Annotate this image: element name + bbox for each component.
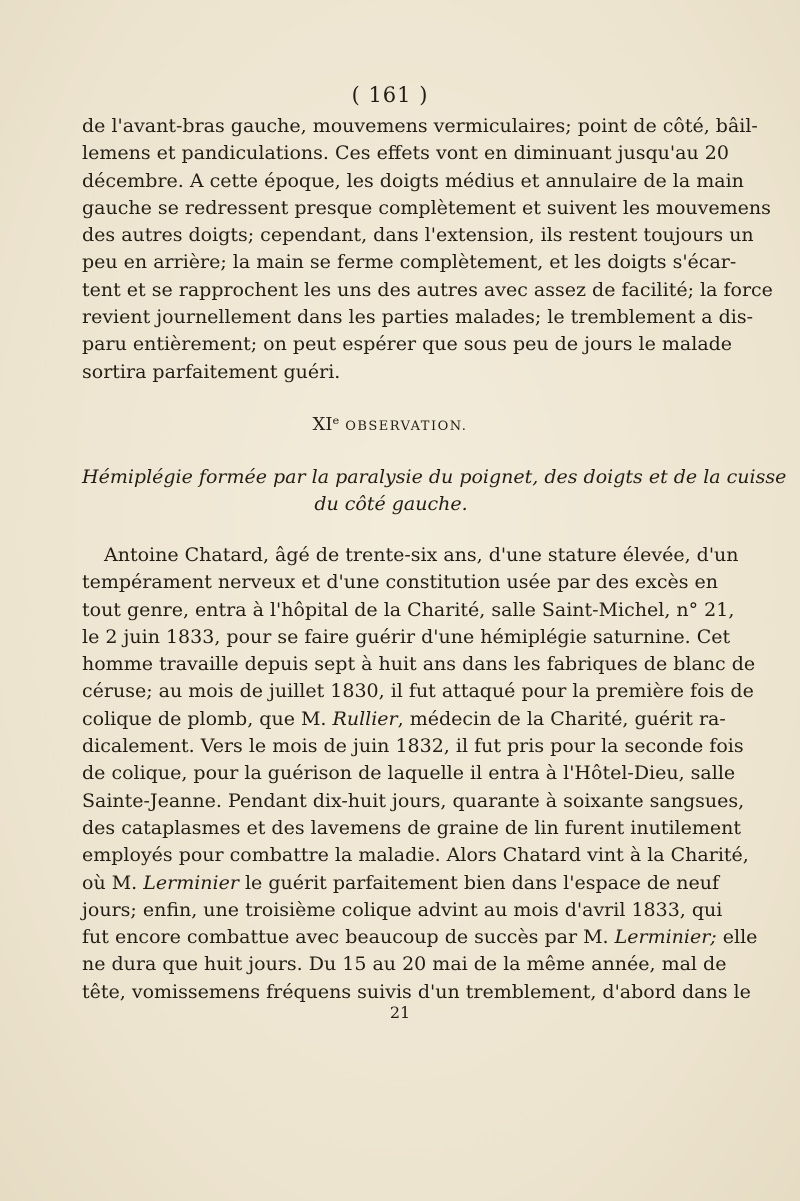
text-line: le 2 juin 1833, pour se faire guérir d'une hémiplégie saturnine. Cet bbox=[82, 625, 731, 648]
text-line: céruse; au mois de juillet 1830, il fut attaqué pour la première fois de bbox=[82, 680, 754, 703]
text-line: sortira parfaitement guéri. bbox=[82, 360, 341, 383]
text-segment: où M. bbox=[82, 871, 144, 894]
text-line: revient journellement dans les parties malades; le tremblement a dis- bbox=[82, 306, 754, 329]
observation-label: OBSERVATION. bbox=[345, 419, 468, 434]
text-line: ne dura que huit jours. Du 15 au 20 mai de la même année, mal de bbox=[82, 953, 727, 976]
text-line: gauche se redressent presque complètement et suivent les mouvemens bbox=[82, 196, 771, 219]
text-line: Antoine Chatard, âgé de trente-six ans, d'une stature élevée, d'un bbox=[104, 544, 739, 566]
text-line bbox=[82, 924, 758, 951]
text-segment: , médecin de la Charité, guérit ra- bbox=[397, 707, 726, 730]
physician-name: Lerminier bbox=[143, 871, 239, 894]
section-heading bbox=[0, 414, 780, 435]
text-line bbox=[82, 870, 720, 897]
case-narrative bbox=[82, 542, 758, 1006]
signature-mark: 21 bbox=[389, 1003, 411, 1022]
text-line: décembre. A cette époque, les doigts médius et annulaire de la main bbox=[82, 169, 744, 192]
text-line: des autres doigts; cependant, dans l'extension, ils restent toujours un bbox=[82, 224, 754, 247]
text-line: jours; enfin, une troisième colique advint au mois d'avril 1833, qui bbox=[82, 898, 723, 921]
case-title-line: Hémiplégie formée par la paralysie du poignet, des doigts et de la cuisse bbox=[82, 466, 787, 488]
text-segment: fut encore combattue avec beaucoup de succès par M. bbox=[82, 926, 615, 949]
text-line: Sainte-Jeanne. Pendant dix-huit jours, quarante à soixante sangsues, bbox=[82, 789, 745, 812]
text-line: employés pour combattre la maladie. Alors Chatard vint à la Charité, bbox=[82, 844, 749, 867]
text-line: tout genre, entra à l'hôpital de la Charité, salle Saint-Michel, n° 21, bbox=[82, 598, 735, 621]
page-number: ( 161 ) bbox=[351, 83, 429, 107]
text-line: homme travaille depuis sept à huit ans dans les fabriques de blanc de bbox=[82, 653, 756, 676]
text-segment: colique de plomb, que M. bbox=[82, 707, 333, 730]
text-line: tempérament nerveux et d'une constitution usée par des excès en bbox=[82, 571, 718, 594]
text-line: lemens et pandiculations. Ces effets vont en diminuant jusqu'au 20 bbox=[82, 142, 729, 165]
paragraph-continuation bbox=[82, 113, 773, 386]
text-segment: elle bbox=[716, 926, 758, 949]
text-line: paru entièrement; on peut espérer que sous peu de jours le malade bbox=[82, 333, 733, 356]
paragraph bbox=[82, 113, 773, 386]
text-line: de l'avant-bras gauche, mouvemens vermiculaires; point de côté, bâil- bbox=[82, 115, 758, 137]
physician-name: Lerminier; bbox=[614, 926, 717, 949]
paragraph bbox=[82, 542, 758, 1006]
case-title bbox=[82, 464, 787, 518]
observation-number: XIᵉ bbox=[312, 414, 340, 435]
text-line: peu en arrière; la main se ferme complètement, et les doigts s'écar- bbox=[82, 251, 737, 274]
text-segment: le guérit parfaitement bien dans l'espace de neuf bbox=[238, 871, 720, 894]
text-line: des cataplasmes et des lavemens de graine de lin furent inutilement bbox=[82, 816, 741, 839]
text-line bbox=[82, 706, 726, 733]
case-title-line: du côté gauche. bbox=[314, 493, 468, 515]
text-line: tête, vomissemens fréquens suivis d'un tremblement, d'abord dans le bbox=[82, 980, 751, 1003]
text-line: dicalement. Vers le mois de juin 1832, il fut pris pour la seconde fois bbox=[82, 735, 744, 758]
physician-name: Rullier bbox=[332, 707, 398, 730]
text-line: de colique, pour la guérison de laquelle il entra à l'Hôtel-Dieu, salle bbox=[82, 762, 736, 785]
text-line: tent et se rapprochent les uns des autres avec assez de facilité; la force bbox=[82, 278, 773, 301]
